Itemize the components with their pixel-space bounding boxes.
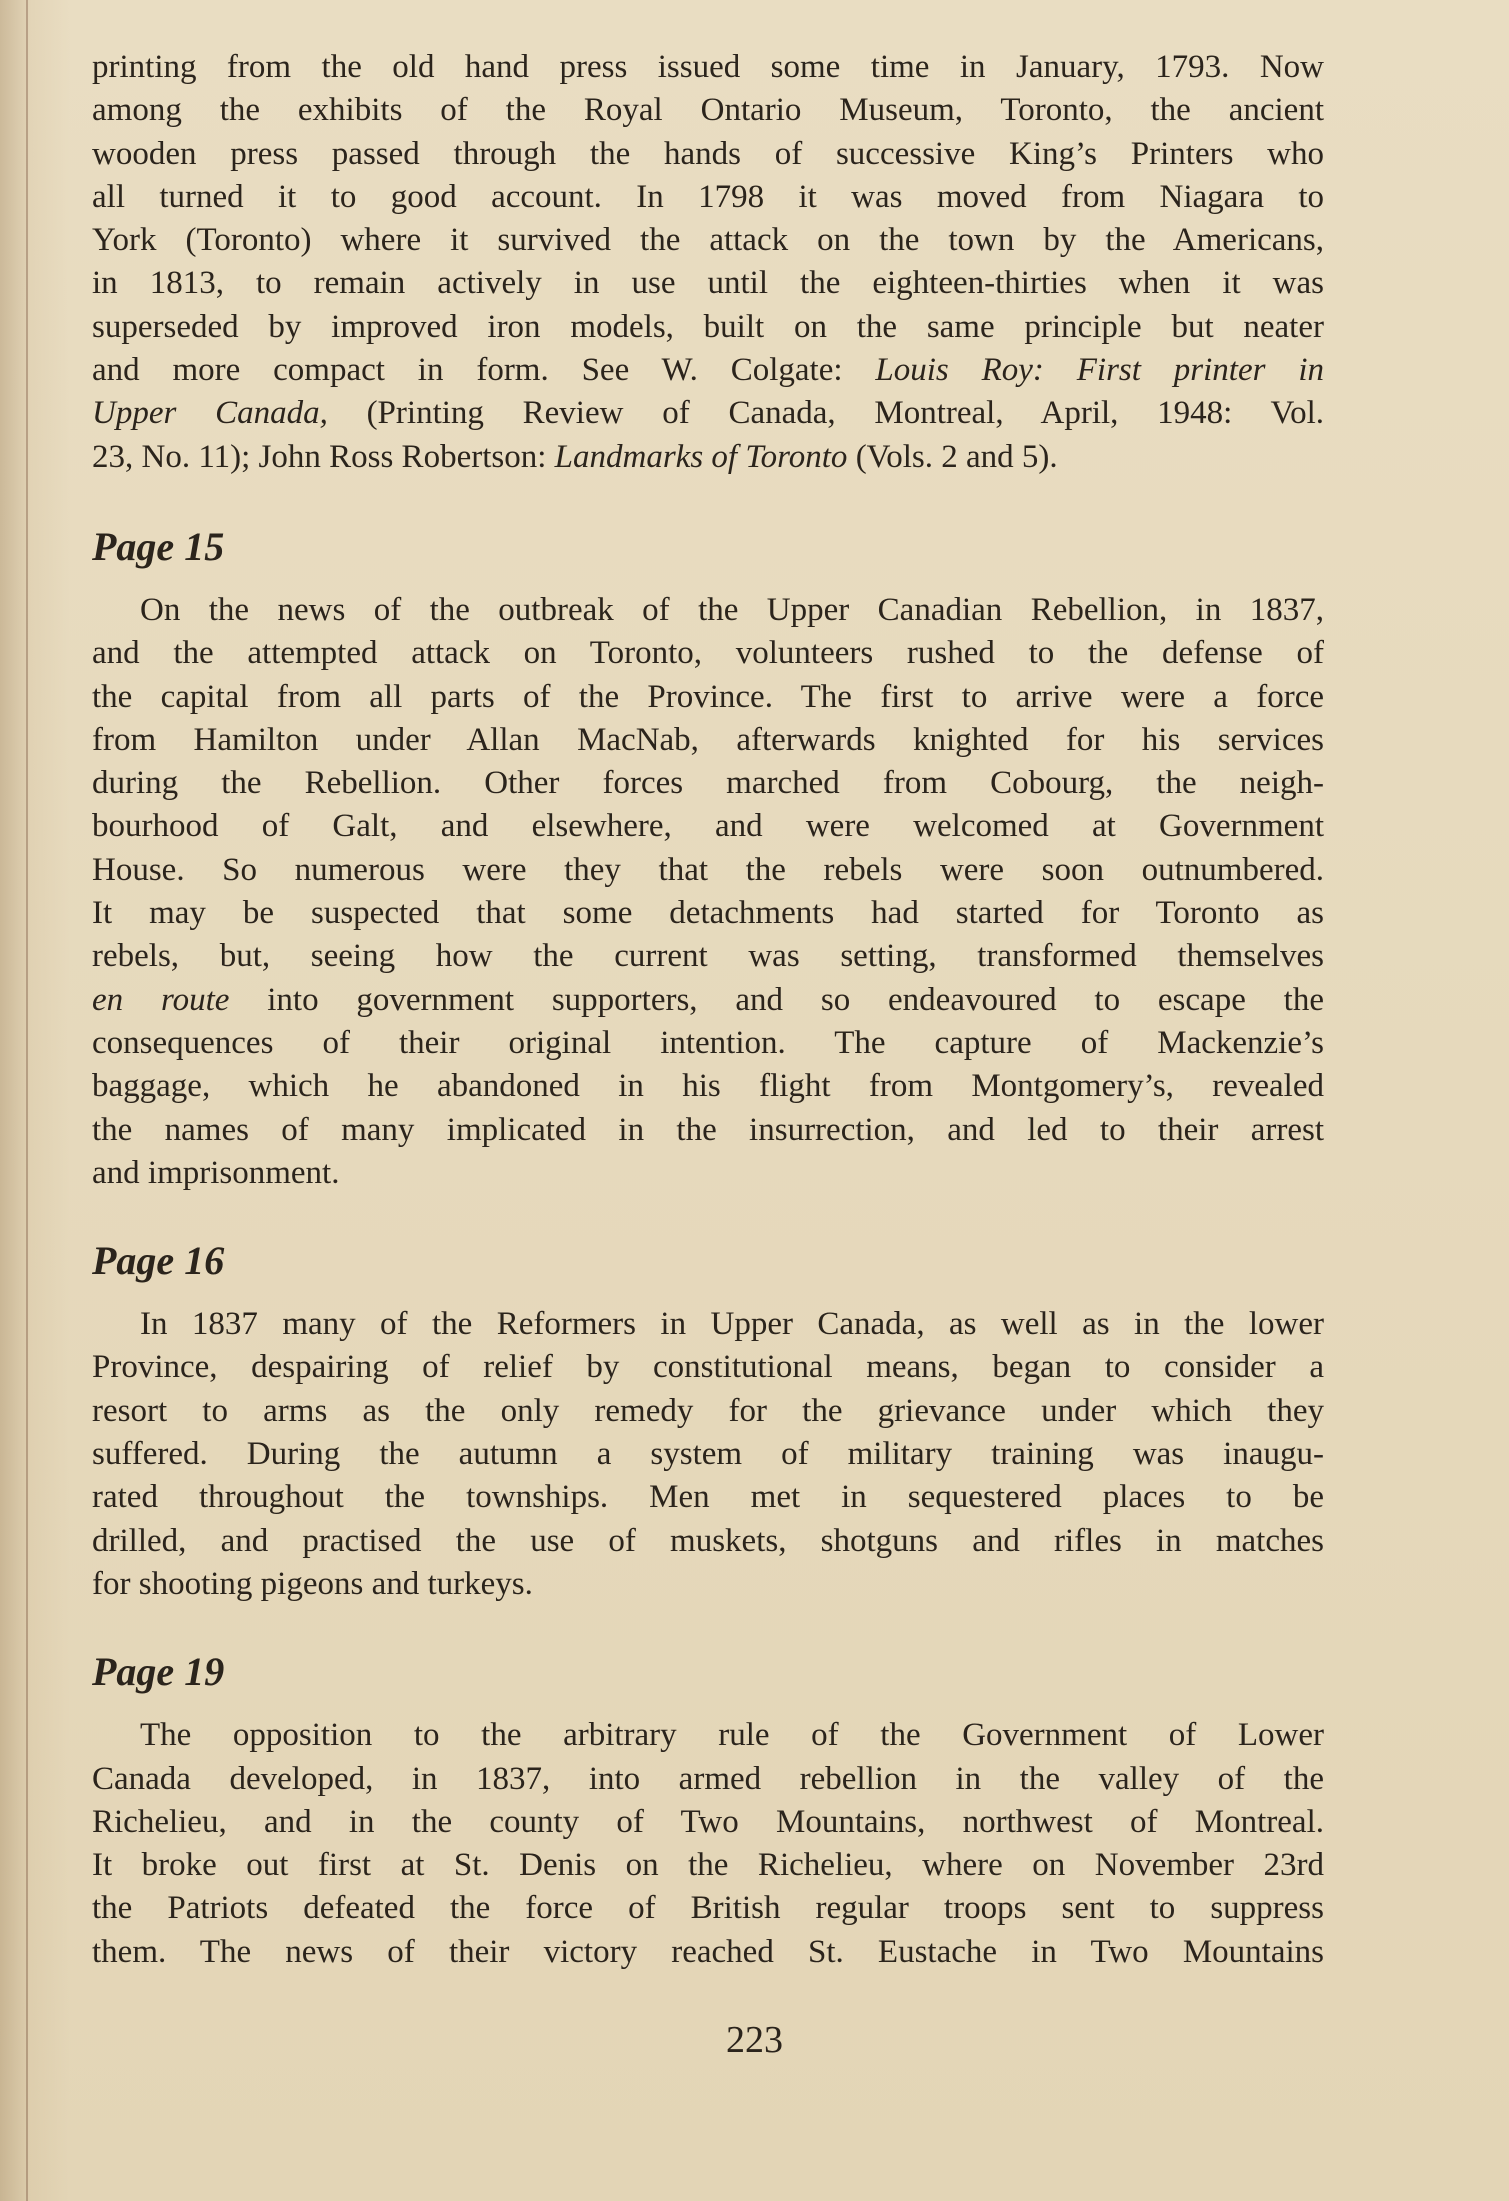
citation-title: Louis Roy: First printer in bbox=[875, 352, 1324, 389]
text-line: all turned it to good account. In 1798 it was moved from Niagara to bbox=[92, 178, 1324, 215]
text-line: drilled, and practised the use of muskets, shotguns and rifles in matches bbox=[92, 1522, 1324, 1559]
text-run: 23, No. 11); John Ross Robertson: bbox=[92, 438, 555, 475]
text-run: (Vols. 2 and 5). bbox=[847, 438, 1058, 475]
text-line: It broke out first at St. Denis on the Richelieu, where on November 23rd bbox=[92, 1847, 1324, 1884]
section-paragraph bbox=[92, 1303, 1324, 1606]
text-line: the capital from all parts of the Province. The first to arrive were a force bbox=[92, 678, 1324, 715]
text-line: York (Toronto) where it survived the attack on the town by the Americans, bbox=[92, 222, 1324, 259]
text-line: superseded by improved iron models, built on the same principle but neater bbox=[92, 308, 1324, 345]
text-line: them. The news of their victory reached St. Eustache in Two Mountains bbox=[92, 1933, 1324, 1970]
section-heading-page-15: Page 15 bbox=[92, 523, 225, 569]
text-line bbox=[92, 436, 1324, 479]
text-line: suffered. During the autumn a system of military training was inaugu- bbox=[92, 1436, 1324, 1473]
text-line: It may be suspected that some detachments had started for Toronto as bbox=[92, 895, 1324, 932]
text-line: Province, despairing of relief by constitutional means, began to consider a bbox=[92, 1349, 1324, 1386]
text-line: in 1813, to remain actively in use until the eighteen-thirties when it was bbox=[92, 265, 1324, 302]
text-line: baggage, which he abandoned in his flight from Montgomery’s, revealed bbox=[92, 1068, 1324, 1105]
section-paragraph bbox=[92, 1714, 1324, 1974]
italic-phrase: en route bbox=[92, 981, 230, 1018]
text-line: bourhood of Galt, and elsewhere, and were welcomed at Government bbox=[92, 808, 1324, 845]
text-line: The opposition to the arbitrary rule of the Government of Lower bbox=[140, 1717, 1324, 1754]
text-line bbox=[92, 349, 1324, 392]
text-line: rated throughout the townships. Men met in sequestered places to be bbox=[92, 1479, 1324, 1516]
text-run: (Printing Review of Canada, Montreal, April, 1948: Vol. bbox=[327, 395, 1324, 432]
text-line bbox=[92, 979, 1324, 1022]
text-line: Canada developed, in 1837, into armed rebellion in the valley of the bbox=[92, 1760, 1324, 1797]
page-number: 223 bbox=[726, 2019, 783, 2061]
text-line bbox=[92, 392, 1324, 435]
citation-title: Upper Canada, bbox=[92, 395, 328, 432]
text-line: among the exhibits of the Royal Ontario Museum, Toronto, the ancient bbox=[92, 92, 1324, 129]
text-run: and more compact in form. See W. Colgate: bbox=[92, 352, 876, 389]
text-line: the Patriots defeated the force of British regular troops sent to suppress bbox=[92, 1890, 1324, 1927]
page-edge-line bbox=[26, 0, 28, 2201]
page-content bbox=[92, 46, 1324, 1974]
text-line: In 1837 many of the Reformers in Upper Canada, as well as in the lower bbox=[140, 1306, 1324, 1343]
section-paragraph bbox=[92, 589, 1324, 1195]
text-line: wooden press passed through the hands of successive King’s Printers who bbox=[92, 135, 1324, 172]
section-heading-page-19: Page 19 bbox=[92, 1649, 225, 1695]
section-heading-page-16: Page 16 bbox=[92, 1238, 225, 1284]
text-line: and imprisonment. bbox=[92, 1154, 340, 1191]
text-line: from Hamilton under Allan MacNab, afterwards knighted for his services bbox=[92, 721, 1324, 758]
text-line: On the news of the outbreak of the Upper Canadian Rebellion, in 1837, bbox=[140, 591, 1324, 628]
text-line: House. So numerous were they that the rebels were soon outnumbered. bbox=[92, 851, 1324, 888]
text-line: the names of many implicated in the insurrection, and led to their arrest bbox=[92, 1111, 1324, 1148]
text-line: rebels, but, seeing how the current was setting, transformed themselves bbox=[92, 938, 1324, 975]
text-line: and the attempted attack on Toronto, volunteers rushed to the defense of bbox=[92, 635, 1324, 672]
intro-paragraph bbox=[92, 46, 1324, 479]
text-line: consequences of their original intention. The capture of Mackenzie’s bbox=[92, 1024, 1324, 1061]
text-run: into government supporters, and so endeavoured to escape the bbox=[229, 981, 1324, 1018]
text-line: printing from the old hand press issued some time in January, 1793. Now bbox=[92, 49, 1324, 85]
citation-title: Landmarks of Toronto bbox=[554, 438, 848, 475]
text-line: resort to arms as the only remedy for the grievance under which they bbox=[92, 1392, 1324, 1429]
text-line: for shooting pigeons and turkeys. bbox=[92, 1565, 533, 1602]
text-line: Richelieu, and in the county of Two Mountains, northwest of Montreal. bbox=[92, 1803, 1324, 1840]
text-line: during the Rebellion. Other forces marched from Cobourg, the neigh- bbox=[92, 765, 1324, 802]
